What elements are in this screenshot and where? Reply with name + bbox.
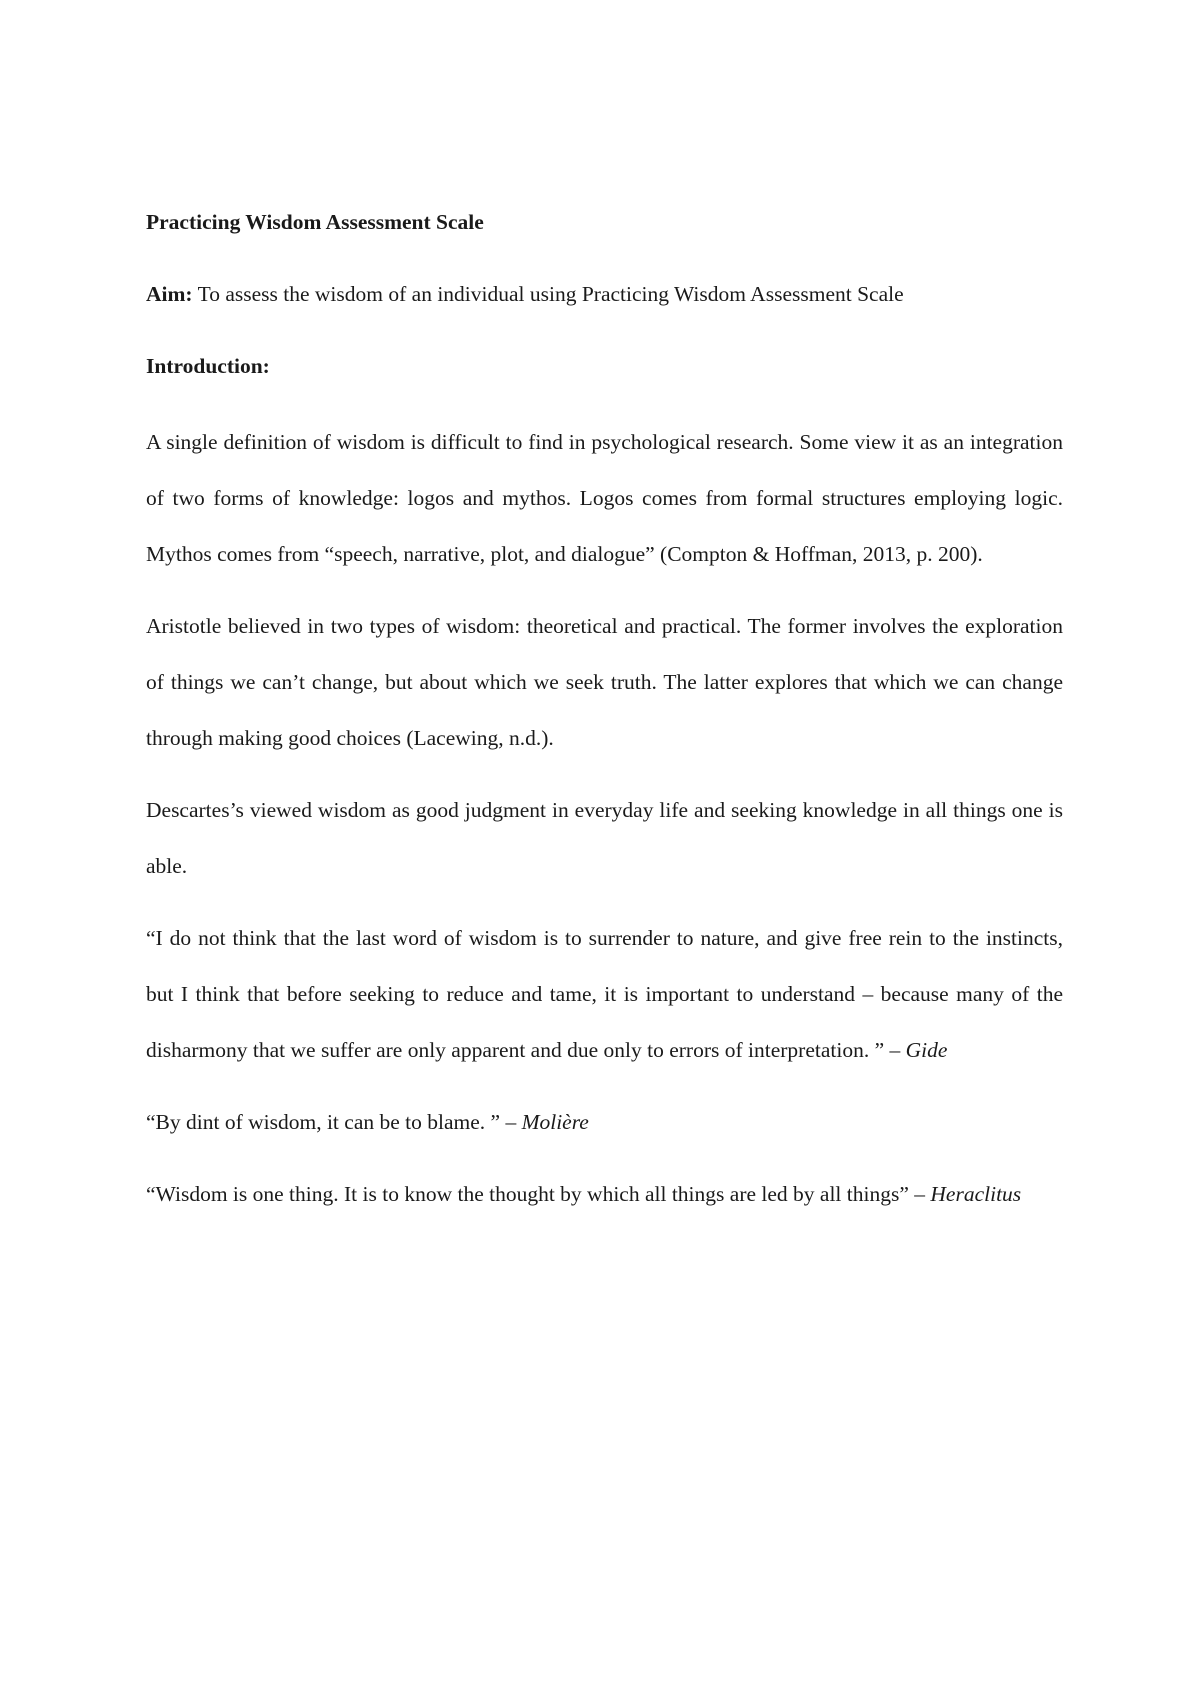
quote-author: Molière bbox=[521, 1110, 589, 1134]
document-page bbox=[146, 200, 1063, 1222]
quote-author: Gide bbox=[905, 1038, 948, 1062]
quote-gide bbox=[146, 910, 1063, 1078]
quote-heraclitus bbox=[146, 1166, 1063, 1222]
quote-text: “Wisdom is one thing. It is to know the thought by which all things are led by all things” – bbox=[146, 1182, 926, 1206]
aim-line bbox=[146, 272, 1063, 316]
paragraph-aristotle: Aristotle believed in two types of wisdom: theoretical and practical. The former involves the exploration of things we can’t change, but about which we seek truth. The latter explores that which we can change through making good choices (Lacewing, n.d.). bbox=[146, 614, 1063, 750]
paragraph-descartes: Descartes’s viewed wisdom as good judgment in everyday life and seeking knowledge in all things one is able. bbox=[146, 798, 1063, 878]
paragraph-definition: A single definition of wisdom is difficult to find in psychological research. Some view it as an integration of two forms of knowledge: logos and mythos. Logos comes from formal structures employing logic. Mythos comes from “speech, narrative, plot, and dialogue” (Compton & Hoffman, 2013, p. 200). bbox=[146, 430, 1063, 566]
quote-text: “I do not think that the last word of wisdom is to surrender to nature, and give free rein to the instincts, but I think that before seeking to reduce and tame, it is important to understand – because many of the disharmony that we suffer are only apparent and due only to errors of interpretation. ” – bbox=[146, 926, 1063, 1062]
aim-text: To assess the wisdom of an individual using Practicing Wisdom Assessment Scale bbox=[197, 282, 904, 306]
quote-moliere bbox=[146, 1094, 1063, 1150]
quote-text: “By dint of wisdom, it can be to blame. ” – bbox=[146, 1110, 517, 1134]
introduction-heading: Introduction: bbox=[146, 354, 270, 378]
document-title: Practicing Wisdom Assessment Scale bbox=[146, 210, 484, 234]
quote-author: Heraclitus bbox=[930, 1182, 1022, 1206]
aim-label: Aim: bbox=[146, 282, 193, 306]
